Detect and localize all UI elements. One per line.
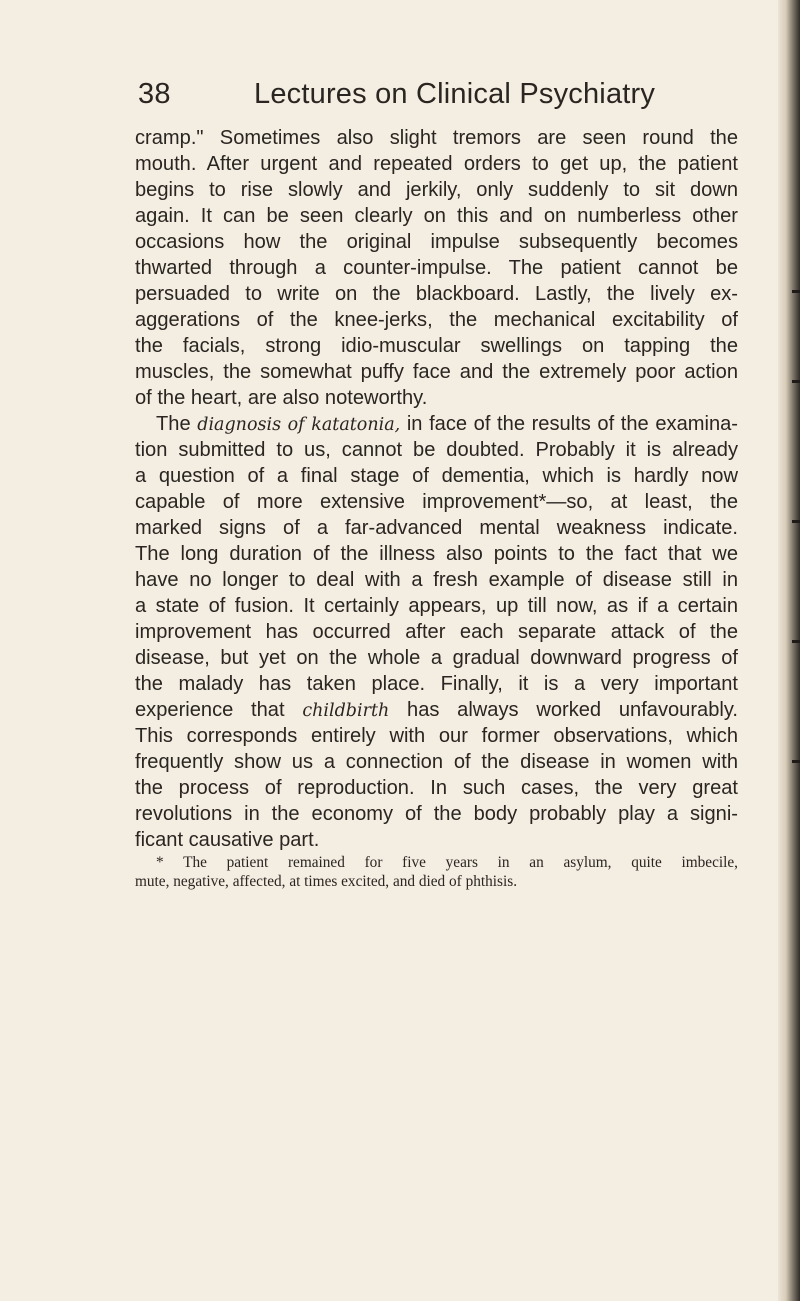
italic-term: childbirth — [302, 701, 390, 721]
edge-mark — [792, 380, 800, 383]
running-head — [138, 78, 658, 118]
text-line: aggerations of the knee-jerks, the mechanical excitability of — [135, 309, 738, 331]
text-line: a state of fusion. It certainly appears, up till now, as if a certain — [135, 595, 738, 617]
page-edge-shadow — [778, 0, 800, 1301]
edge-mark — [792, 760, 800, 763]
text-line: This corresponds entirely with our former observations, which — [135, 725, 738, 747]
text-line: a question of a final stage of dementia, which is hardly now — [135, 465, 738, 487]
italic-term: diagnosis of katatonia, — [197, 415, 401, 435]
text-line: mouth. After urgent and repeated orders to get up, the patient — [135, 153, 738, 175]
text-line: the process of reproduction. In such cases, the very great — [135, 777, 738, 799]
text-line: capable of more extensive improvement*—so, at least, the — [135, 491, 738, 513]
paragraph-2 — [135, 411, 738, 853]
text-line: muscles, the somewhat puffy face and the extremely poor action — [135, 361, 738, 383]
page-number: 38 — [138, 78, 171, 110]
text-run: The — [156, 413, 198, 435]
text-line: thwarted through a counter-impulse. The patient cannot be — [135, 257, 738, 279]
body-text — [135, 125, 738, 853]
text-run: has always worked unfavourably. — [389, 699, 739, 721]
text-run: experience that — [135, 699, 303, 721]
text-line: begins to rise slowly and jerkily, only suddenly to sit down — [135, 179, 738, 201]
book-title: Lectures on Clinical Psychiatry — [254, 78, 656, 110]
footnote-line: mute, negative, affected, at times excited, and died of phthisis. — [135, 873, 518, 890]
text-line: improvement has occurred after each separate attack of the — [135, 621, 738, 643]
edge-mark — [792, 520, 800, 523]
text-line: again. It can be seen clearly on this and on numberless other — [135, 205, 738, 227]
paragraph-1 — [135, 125, 738, 411]
text-line: have no longer to deal with a fresh example of disease still in — [135, 569, 738, 591]
text-line: marked signs of a far-advanced mental weakness indicate. — [135, 517, 738, 539]
text-line — [135, 411, 738, 437]
text-line: The long duration of the illness also points to the fact that we — [135, 543, 738, 565]
text-line: cramp." Sometimes also slight tremors are seen round the — [135, 127, 738, 149]
text-line: disease, but yet on the whole a gradual downward progress of — [135, 647, 738, 669]
text-line: the malady has taken place. Finally, it is a very important — [135, 673, 738, 695]
text-run: in face of the results of the examina- — [400, 413, 738, 435]
text-line: persuaded to write on the blackboard. Lastly, the lively ex- — [135, 283, 738, 305]
text-line: revolutions in the economy of the body probably play a signi- — [135, 803, 738, 825]
text-line: tion submitted to us, cannot be doubted. Probably it is already — [135, 439, 738, 461]
edge-mark — [792, 290, 800, 293]
text-line: frequently show us a connection of the disease in women with — [135, 751, 738, 773]
text-line: occasions how the original impulse subsequently becomes — [135, 231, 738, 253]
text-line: of the heart, are also noteworthy. — [135, 387, 428, 409]
footnote — [135, 853, 738, 891]
text-line — [135, 697, 738, 723]
edge-mark — [792, 640, 800, 643]
text-line: ficant causative part. — [135, 829, 320, 851]
footnote-line: * The patient remained for five years in an asylum, quite imbecile, — [156, 854, 738, 871]
text-line: the facials, strong idio-muscular swellings on tapping the — [135, 335, 738, 357]
